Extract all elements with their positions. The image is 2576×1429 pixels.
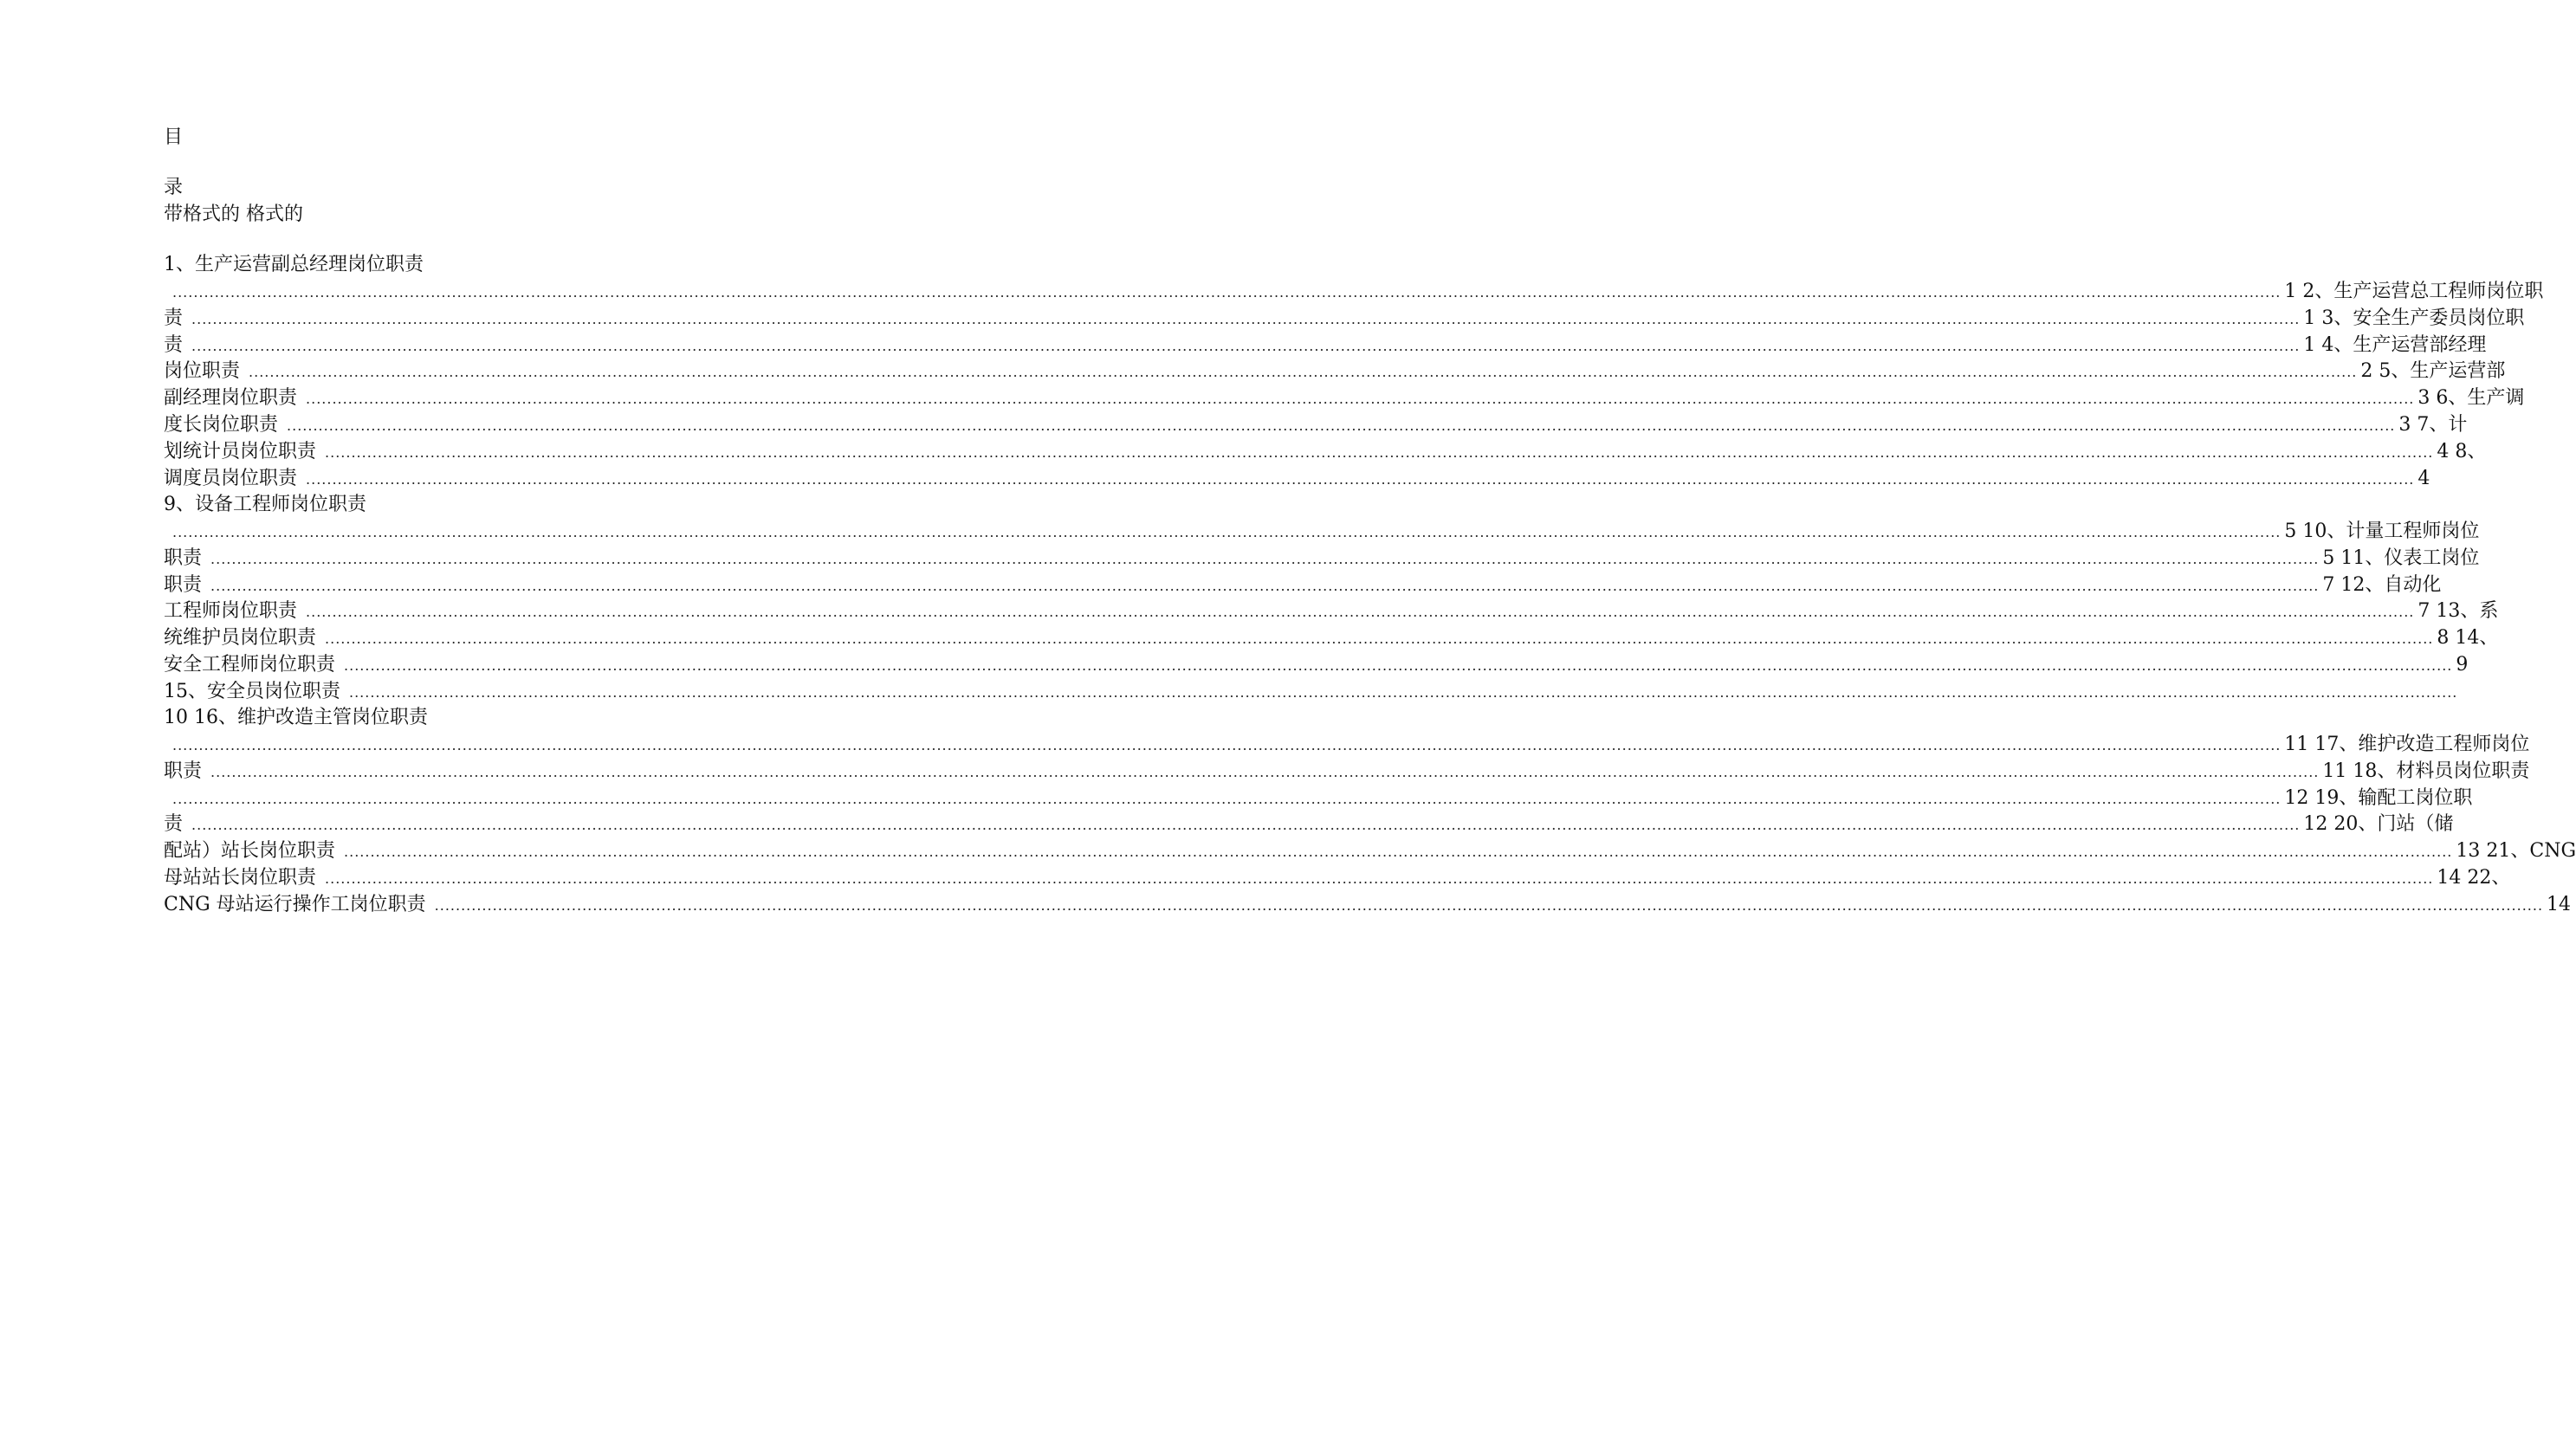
toc-entry-title: 职责 — [164, 760, 203, 782]
toc-entry-continuation: 7 13、系 — [2417, 600, 2499, 622]
dot-leader: ................................................................................................................................................................................................................................................................................................................................................................................................................ — [434, 897, 2544, 914]
toc-entry-title: 责 — [164, 813, 184, 835]
dot-leader: ................................................................................................................................................................................................................................................................................................................................................................................................................ — [210, 764, 2320, 780]
toc-entry-title: 统维护员岗位职责 — [164, 627, 317, 649]
toc-entry-continuation: 13 21、CNG — [2456, 840, 2576, 862]
toc-entry-title: 安全工程师岗位职责 — [164, 654, 336, 676]
toc-entry[interactable] — [164, 414, 2468, 437]
dot-leader: ................................................................................................................................................................................................................................................................................................................................................................................................................ — [172, 737, 2282, 753]
toc-entry[interactable] — [164, 813, 2454, 837]
dot-leader: ................................................................................................................................................................................................................................................................................................................................................................................................................ — [325, 630, 2434, 647]
toc-entry-title: 10 16、维护改造主管岗位职责 — [164, 707, 428, 728]
toc-entry-title: 配站）站长岗位职责 — [164, 840, 336, 862]
toc-entry-title: 责 — [164, 307, 184, 329]
dot-leader: ................................................................................................................................................................................................................................................................................................................................................................................................................ — [287, 417, 2396, 434]
toc-entry-title: 工程师岗位职责 — [164, 600, 298, 622]
format-note: 带格式的 格式的 — [164, 204, 303, 225]
toc-entry[interactable] — [164, 360, 2506, 384]
toc-entry[interactable] — [164, 494, 900, 516]
toc-entry[interactable] — [164, 254, 900, 276]
toc-entry-continuation: 7 12、自动化 — [2322, 574, 2442, 596]
toc-entry-continuation: 3 6、生产调 — [2417, 387, 2525, 409]
toc-entry-continuation: 12 20、门站（储 — [2303, 813, 2454, 835]
dot-leader: ................................................................................................................................................................................................................................................................................................................................................................................................................ — [325, 870, 2434, 887]
toc-entry[interactable] — [164, 840, 2576, 863]
toc-entry-continuation: 1 3、安全生产委员岗位职 — [2303, 307, 2525, 329]
toc-entry-continuation: 12 19、输配工岗位职 — [2284, 787, 2473, 809]
toc-entry-page: 14 — [2547, 894, 2572, 915]
toc-entry-title: 调度员岗位职责 — [164, 468, 298, 489]
toc-entry[interactable] — [164, 654, 2469, 677]
toc-entry[interactable] — [164, 867, 2511, 890]
toc-entry-continuation: 1 2、生产运营总工程师岗位职 — [2284, 281, 2544, 302]
toc-entry[interactable] — [164, 627, 2499, 650]
toc-entry-continuation: 11 17、维护改造工程师岗位 — [2284, 734, 2530, 755]
toc-entry[interactable] — [164, 387, 2525, 411]
toc-entry[interactable] — [164, 521, 2480, 544]
dot-leader: ................................................................................................................................................................................................................................................................................................................................................................................................................ — [191, 311, 2301, 327]
toc-entry[interactable] — [164, 468, 2430, 491]
toc-entry[interactable] — [164, 707, 900, 729]
toc-entry-title: 岗位职责 — [164, 360, 241, 382]
dot-leader: ................................................................................................................................................................................................................................................................................................................................................................................................................ — [210, 578, 2320, 594]
toc-entry-title: 划统计员岗位职责 — [164, 441, 317, 462]
dot-leader: ................................................................................................................................................................................................................................................................................................................................................................................................................ — [172, 524, 2282, 540]
toc-entry[interactable] — [164, 894, 2572, 917]
toc-entry-continuation: 4 8、 — [2437, 441, 2487, 462]
toc-entry-continuation: 5 11、仪表工岗位 — [2322, 547, 2480, 569]
toc-entry-title: 责 — [164, 334, 184, 356]
toc-entry[interactable] — [164, 787, 2473, 811]
toc-entry[interactable] — [164, 307, 2525, 331]
toc-entry-continuation: 3 7、计 — [2398, 414, 2468, 436]
toc-entry-continuation: 14 22、 — [2437, 867, 2511, 889]
toc-entry-continuation: 1 4、生产运营部经理 — [2303, 334, 2487, 356]
toc-entry-page: 4 — [2417, 468, 2430, 489]
toc-entry-page: 9 — [2456, 654, 2469, 676]
toc-entry[interactable] — [164, 547, 2480, 571]
dot-leader: ................................................................................................................................................................................................................................................................................................................................................................................................................ — [306, 604, 2415, 620]
toc-entry[interactable] — [164, 681, 2458, 704]
toc-entry[interactable] — [164, 760, 2530, 784]
dot-leader: ................................................................................................................................................................................................................................................................................................................................................................................................................ — [344, 657, 2453, 674]
dot-leader: ................................................................................................................................................................................................................................................................................................................................................................................................................ — [325, 444, 2434, 461]
toc-entry[interactable] — [164, 734, 2530, 757]
toc-entry-title: 1、生产运营副总经理岗位职责 — [164, 254, 424, 275]
dot-leader: ................................................................................................................................................................................................................................................................................................................................................................................................................ — [172, 284, 2282, 301]
toc-entry-title: 母站站长岗位职责 — [164, 867, 317, 889]
dot-leader: ................................................................................................................................................................................................................................................................................................................................................................................................................ — [191, 817, 2301, 833]
toc-entry-title: 职责 — [164, 574, 203, 596]
dot-leader: ................................................................................................................................................................................................................................................................................................................................................................................................................ — [210, 551, 2320, 567]
toc-entry[interactable] — [164, 574, 2442, 598]
toc-entry-continuation: 2 5、生产运营部 — [2360, 360, 2506, 382]
toc-entry-continuation: 8 14、 — [2437, 627, 2499, 649]
toc-entry[interactable] — [164, 600, 2499, 624]
dot-leader: ................................................................................................................................................................................................................................................................................................................................................................................................................ — [306, 391, 2415, 407]
dot-leader: ................................................................................................................................................................................................................................................................................................................................................................................................................ — [349, 684, 2458, 701]
toc-entry[interactable] — [164, 281, 2544, 304]
toc-entry-title: 职责 — [164, 547, 203, 569]
toc-heading-part1: 目 — [164, 126, 184, 148]
toc-entry-title: 副经理岗位职责 — [164, 387, 298, 409]
toc-entry-title: 9、设备工程师岗位职责 — [164, 494, 366, 515]
dot-leader: ................................................................................................................................................................................................................................................................................................................................................................................................................ — [249, 364, 2358, 380]
dot-leader: ................................................................................................................................................................................................................................................................................................................................................................................................................ — [344, 844, 2453, 860]
toc-entry-title: 15、安全员岗位职责 — [164, 681, 340, 702]
toc-entry-continuation: 5 10、计量工程师岗位 — [2284, 521, 2480, 542]
toc-entry-continuation: 11 18、材料员岗位职责 — [2322, 760, 2530, 782]
dot-leader: ................................................................................................................................................................................................................................................................................................................................................................................................................ — [172, 791, 2282, 807]
toc-entry[interactable] — [164, 441, 2487, 464]
toc-entry[interactable] — [164, 334, 2487, 358]
toc-entry-title: 度长岗位职责 — [164, 414, 279, 436]
dot-leader: ................................................................................................................................................................................................................................................................................................................................................................................................................ — [191, 338, 2301, 354]
toc-heading-part2: 录 — [164, 177, 184, 198]
dot-leader: ................................................................................................................................................................................................................................................................................................................................................................................................................ — [306, 471, 2415, 488]
toc-entry-title: CNG 母站运行操作工岗位职责 — [164, 894, 426, 915]
